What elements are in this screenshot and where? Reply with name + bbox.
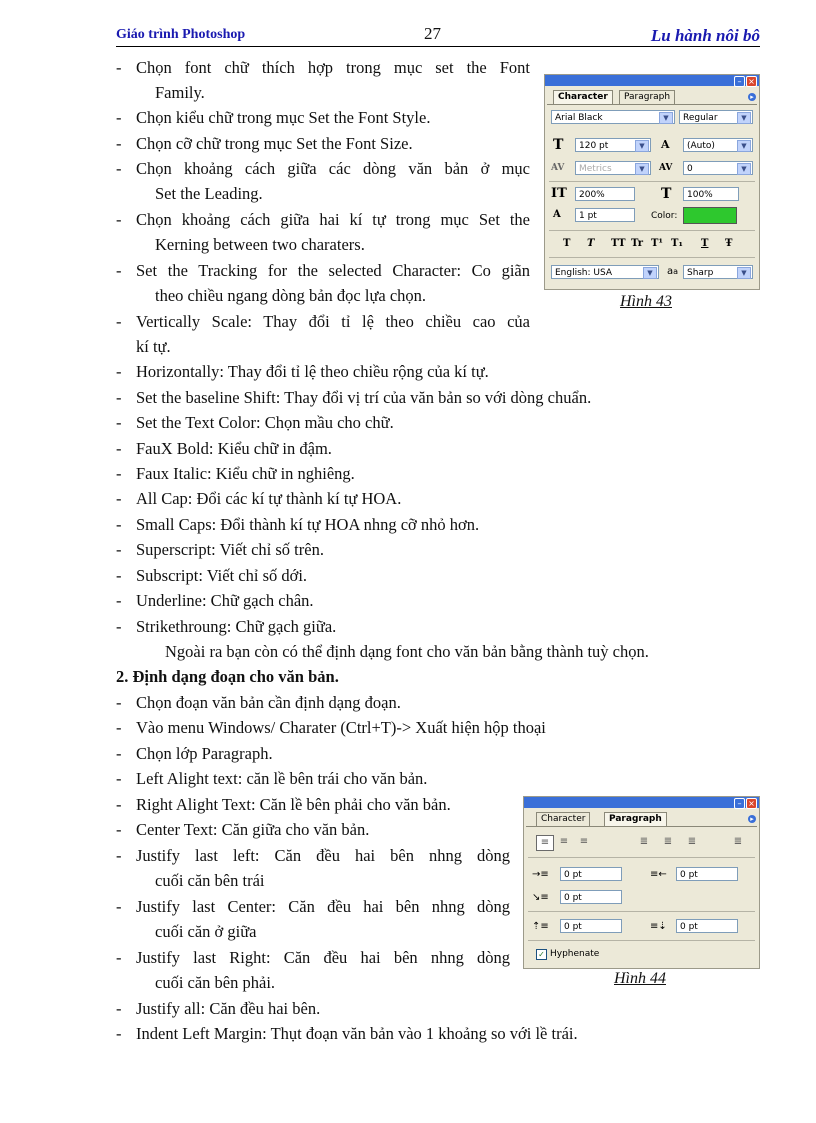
leading-select[interactable]: (Auto) ▼ bbox=[683, 138, 753, 152]
page-header bbox=[116, 24, 760, 47]
horizontal-scale-field[interactable]: 100% bbox=[683, 187, 739, 201]
space-before-icon: ⇡≡ bbox=[532, 921, 549, 932]
color-label: Color: bbox=[651, 211, 678, 221]
font-style-select[interactable]: Regular ▼ bbox=[679, 110, 753, 124]
language-select[interactable]: English: USA ▼ bbox=[551, 265, 659, 279]
panel-menu-icon[interactable]: ▸ bbox=[748, 93, 756, 101]
font-size-select[interactable]: 120 pt ▼ bbox=[575, 138, 651, 152]
page-number: 27 bbox=[424, 24, 441, 43]
alignment-buttons bbox=[532, 835, 752, 851]
panel-titlebar bbox=[524, 797, 759, 808]
text-color-swatch[interactable] bbox=[683, 207, 737, 224]
align-center-icon[interactable]: ≡ bbox=[559, 836, 569, 847]
indent-left-icon: →≡ bbox=[532, 869, 549, 880]
font-family-select[interactable]: Arial Black ▼ bbox=[551, 110, 675, 124]
chevron-down-icon: ▼ bbox=[643, 267, 657, 279]
small-caps-button[interactable]: Tr bbox=[631, 238, 643, 249]
kerning-select[interactable]: Metrics ▼ bbox=[575, 161, 651, 175]
header-left-title: Giáo trình Photoshop bbox=[116, 27, 246, 42]
justify-last-center-icon[interactable]: ≣ bbox=[663, 836, 673, 847]
header-right-note: Lu hành nôi bô bbox=[650, 26, 760, 45]
superscript-button[interactable]: T¹ bbox=[651, 238, 663, 249]
baseline-shift-icon: A bbox=[553, 209, 561, 220]
chevron-down-icon: ▼ bbox=[635, 163, 649, 175]
chevron-down-icon: ▼ bbox=[737, 140, 751, 152]
text-style-buttons bbox=[551, 238, 751, 252]
chevron-down-icon: ▼ bbox=[737, 163, 751, 175]
leading-icon: A bbox=[661, 138, 670, 151]
tab-paragraph[interactable]: Paragraph bbox=[604, 812, 667, 826]
minimize-icon[interactable]: – bbox=[734, 76, 745, 87]
space-before-field[interactable]: 0 pt bbox=[560, 919, 622, 933]
tab-paragraph[interactable]: Paragraph bbox=[619, 90, 675, 104]
horizontal-scale-icon: T bbox=[661, 186, 672, 202]
chevron-down-icon: ▼ bbox=[737, 112, 751, 124]
first-line-indent-icon: ↘≡ bbox=[532, 892, 549, 903]
font-size-icon: T bbox=[553, 137, 564, 153]
hyphenate-label: Hyphenate bbox=[550, 949, 600, 959]
kerning-icon: AV bbox=[551, 163, 565, 173]
figure-43-caption: Hình 43 bbox=[620, 293, 672, 310]
antialias-select[interactable]: Sharp ▼ bbox=[683, 265, 753, 279]
justify-last-left-icon[interactable]: ≣ bbox=[639, 836, 649, 847]
tab-character[interactable]: Character bbox=[553, 90, 613, 104]
chevron-down-icon: ▼ bbox=[635, 140, 649, 152]
vertical-scale-icon: IT bbox=[551, 186, 567, 201]
faux-italic-button[interactable]: T bbox=[587, 238, 595, 249]
subscript-button[interactable]: T₁ bbox=[671, 238, 683, 249]
tracking-select[interactable]: 0 ▼ bbox=[683, 161, 753, 175]
first-line-indent-field[interactable]: 0 pt bbox=[560, 890, 622, 904]
baseline-shift-field[interactable]: 1 pt bbox=[575, 208, 635, 222]
underline-button[interactable]: T bbox=[701, 238, 709, 249]
minimize-icon[interactable]: – bbox=[734, 798, 745, 809]
justify-all-icon[interactable]: ≣ bbox=[733, 836, 743, 847]
paragraph-panel bbox=[523, 796, 760, 969]
strikethrough-button[interactable]: Ŧ bbox=[725, 238, 733, 249]
chevron-down-icon: ▼ bbox=[737, 267, 751, 279]
close-icon[interactable]: × bbox=[746, 798, 757, 809]
align-right-icon[interactable]: ≡ bbox=[579, 836, 589, 847]
justify-last-right-icon[interactable]: ≣ bbox=[687, 836, 697, 847]
chevron-down-icon: ▼ bbox=[659, 112, 673, 124]
panel-menu-icon[interactable]: ▸ bbox=[748, 815, 756, 823]
tracking-icon: AV bbox=[659, 163, 673, 173]
indent-right-field[interactable]: 0 pt bbox=[676, 867, 738, 881]
figure-44-caption: Hình 44 bbox=[614, 970, 666, 987]
panel-titlebar bbox=[545, 75, 759, 86]
tab-character[interactable]: Character bbox=[536, 812, 590, 826]
all-caps-button[interactable]: TT bbox=[611, 238, 626, 249]
close-icon[interactable]: × bbox=[746, 76, 757, 87]
indent-right-icon: ≡← bbox=[650, 869, 667, 880]
hyphenate-checkbox[interactable]: ✓ bbox=[536, 949, 547, 960]
indent-left-field[interactable]: 0 pt bbox=[560, 867, 622, 881]
space-after-icon: ≡⇣ bbox=[650, 921, 667, 932]
space-after-field[interactable]: 0 pt bbox=[676, 919, 738, 933]
character-panel bbox=[544, 74, 760, 290]
vertical-scale-field[interactable]: 200% bbox=[575, 187, 635, 201]
faux-bold-button[interactable]: T bbox=[563, 238, 571, 249]
align-left-icon[interactable]: ≡ bbox=[536, 835, 554, 851]
antialias-icon: aa bbox=[667, 266, 679, 277]
